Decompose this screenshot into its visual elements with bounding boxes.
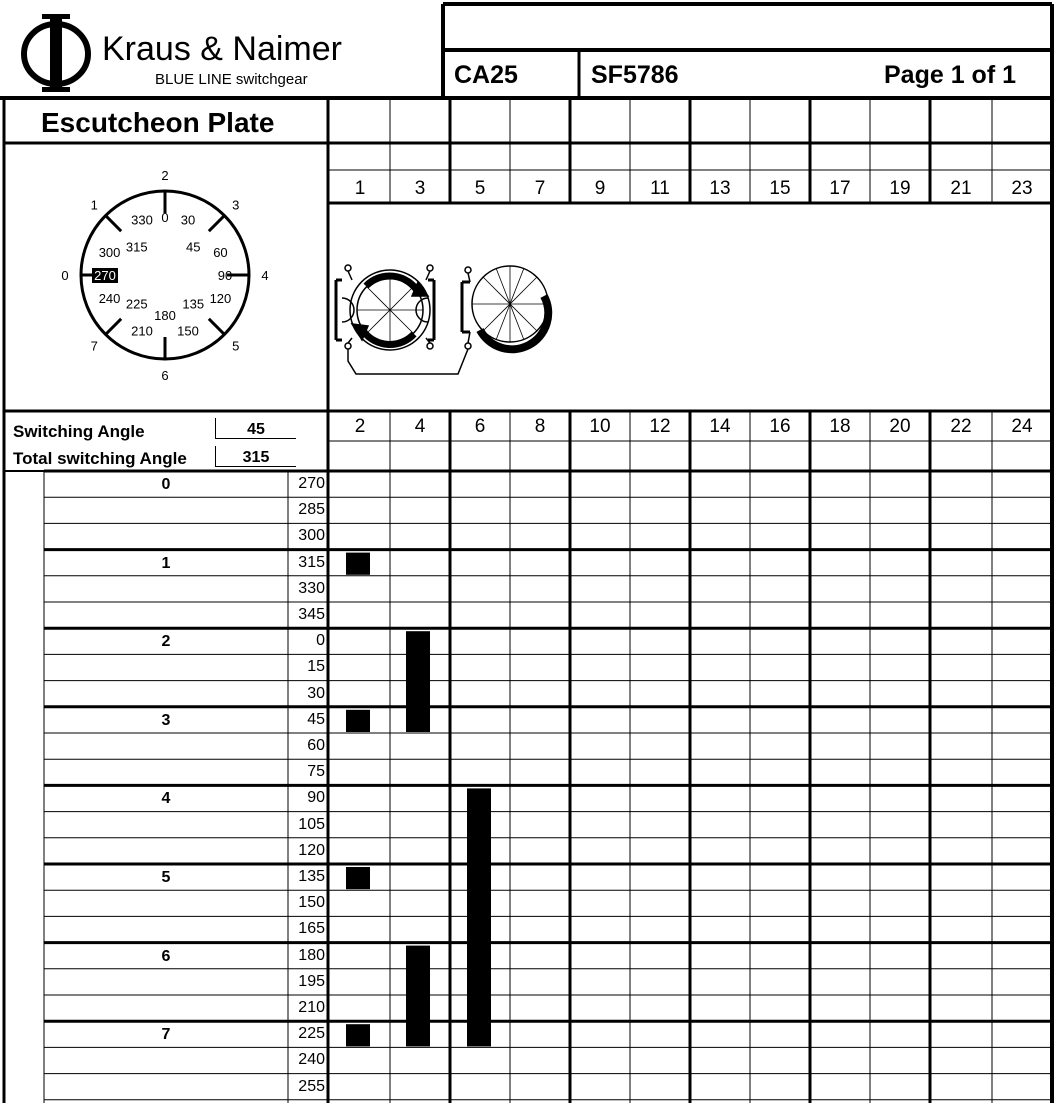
dial-tick <box>209 216 225 232</box>
drawing-number: SF5786 <box>591 61 679 89</box>
dial-tick <box>106 216 122 232</box>
position-label: 4 <box>161 790 171 808</box>
dial-position-label: 3 <box>232 197 240 213</box>
angle-label: 0 <box>316 632 325 650</box>
terminal-label-top: 21 <box>950 178 972 199</box>
terminal-label-bottom: 12 <box>649 416 671 437</box>
angle-label: 345 <box>298 606 325 623</box>
dial-angle-label: 315 <box>125 239 148 255</box>
dial-angle-label: 150 <box>177 323 199 339</box>
dial-position-label: 6 <box>161 368 169 383</box>
angle-label: 30 <box>307 684 325 702</box>
position-label: 7 <box>161 1026 171 1044</box>
contact-closed-bar <box>406 946 430 1047</box>
dial-tick <box>209 319 225 335</box>
dial-angle-label: 135 <box>182 296 205 312</box>
terminal-label-top: 9 <box>594 178 606 199</box>
terminal-label-bottom: 2 <box>354 416 366 437</box>
terminal-label-top: 19 <box>889 178 911 199</box>
contact-closed-bar <box>346 1024 370 1046</box>
contact-closed-bar <box>406 631 430 732</box>
angle-label: 240 <box>298 1051 325 1069</box>
terminal-label-bottom: 16 <box>769 416 791 437</box>
dial-position-label: 4 <box>261 268 269 283</box>
angle-label: 135 <box>298 868 325 885</box>
angle-label: 330 <box>298 579 325 597</box>
contact-closed-bar <box>346 710 370 732</box>
dial-angle-label: 0 <box>161 210 169 225</box>
angle-label: 180 <box>298 946 325 964</box>
terminal-label-bottom: 20 <box>889 416 911 437</box>
position-label: 6 <box>161 947 171 965</box>
contact-element-diagram <box>330 258 565 378</box>
dial-angle-label: 270 <box>94 268 116 283</box>
dial-position-label: 1 <box>90 197 98 213</box>
terminal-label-top: 5 <box>474 178 486 199</box>
dial-position-label: 5 <box>232 338 240 354</box>
terminal-label-bottom: 6 <box>474 416 486 437</box>
terminal-label-top: 3 <box>414 178 426 199</box>
angle-label: 45 <box>307 710 325 728</box>
angle-label: 150 <box>298 894 325 912</box>
dial-angle-label: 225 <box>125 296 148 312</box>
brand-subtitle: BLUE LINE switchgear <box>155 71 308 88</box>
terminal-label-top: 13 <box>709 178 731 199</box>
dial-angle-label: 240 <box>98 290 121 306</box>
escutcheon-dial <box>55 165 275 390</box>
terminal-label-bottom: 4 <box>414 416 426 437</box>
dial-angle-label: 210 <box>131 323 153 339</box>
dial-angle-label: 120 <box>209 290 232 306</box>
terminal-label-top: 7 <box>534 178 546 199</box>
dial-position-label: 7 <box>90 338 98 354</box>
angle-label: 120 <box>298 841 325 859</box>
position-label: 3 <box>161 711 171 729</box>
terminal-label-bottom: 22 <box>950 416 972 437</box>
dial-angle-label: 30 <box>180 212 196 228</box>
position-label: 2 <box>161 633 171 651</box>
dial-tick <box>106 319 122 335</box>
terminal-label-bottom: 18 <box>829 416 851 437</box>
terminal-label-top: 1 <box>354 178 366 199</box>
switching-angle-value: 45 <box>215 418 296 439</box>
dial-angle-label: 180 <box>154 308 176 323</box>
total-switching-angle-label: Total switching Angle <box>13 449 187 468</box>
terminal-label-bottom: 8 <box>534 416 546 437</box>
angle-label: 300 <box>298 527 325 545</box>
position-label: 0 <box>161 476 171 493</box>
position-label: 1 <box>161 554 171 572</box>
angle-label: 195 <box>298 972 325 990</box>
angle-label: 315 <box>298 553 325 571</box>
angle-label: 105 <box>298 815 325 833</box>
dial-position-label: 2 <box>161 168 169 183</box>
contact-closed-bar <box>346 553 370 575</box>
terminal-label-top: 11 <box>650 178 670 199</box>
angle-label: 285 <box>298 501 325 519</box>
total-switching-angle-value: 315 <box>215 446 296 467</box>
angle-label: 75 <box>307 763 325 781</box>
terminal-label-top: 15 <box>769 178 791 199</box>
angle-label: 90 <box>307 789 325 807</box>
angle-label: 15 <box>307 658 325 676</box>
dial-position-label: 0 <box>61 268 69 283</box>
angle-label: 255 <box>298 1077 325 1095</box>
terminal-label-bottom: 24 <box>1011 416 1033 437</box>
angle-label: 60 <box>307 737 325 754</box>
terminal-label-bottom: 10 <box>589 416 611 437</box>
angle-label: 225 <box>298 1025 325 1043</box>
position-label: 5 <box>161 869 171 886</box>
contact-closed-bar <box>346 867 370 889</box>
dial-angle-label: 300 <box>98 245 121 261</box>
terminal-label-bottom: 14 <box>709 416 731 437</box>
angle-label: 270 <box>298 475 325 492</box>
terminal-label-top: 17 <box>829 178 851 199</box>
angle-label: 210 <box>298 999 325 1016</box>
dial-angle-label: 90 <box>217 268 233 283</box>
model-code: CA25 <box>454 61 518 89</box>
phi-logo <box>20 10 92 92</box>
terminal-label-top: 23 <box>1011 178 1033 199</box>
dial-angle-label: 330 <box>131 212 153 228</box>
dial-angle-label: 45 <box>186 239 201 255</box>
section-title: Escutcheon Plate <box>41 107 275 138</box>
angle-label: 165 <box>298 920 325 938</box>
switching-angle-label: Switching Angle <box>13 422 145 441</box>
dial-angle-label: 60 <box>213 245 228 261</box>
brand-name: Kraus & Naimer <box>102 30 342 68</box>
contact-closed-bar <box>467 788 491 1046</box>
page-indicator: Page 1 of 1 <box>884 61 1016 89</box>
